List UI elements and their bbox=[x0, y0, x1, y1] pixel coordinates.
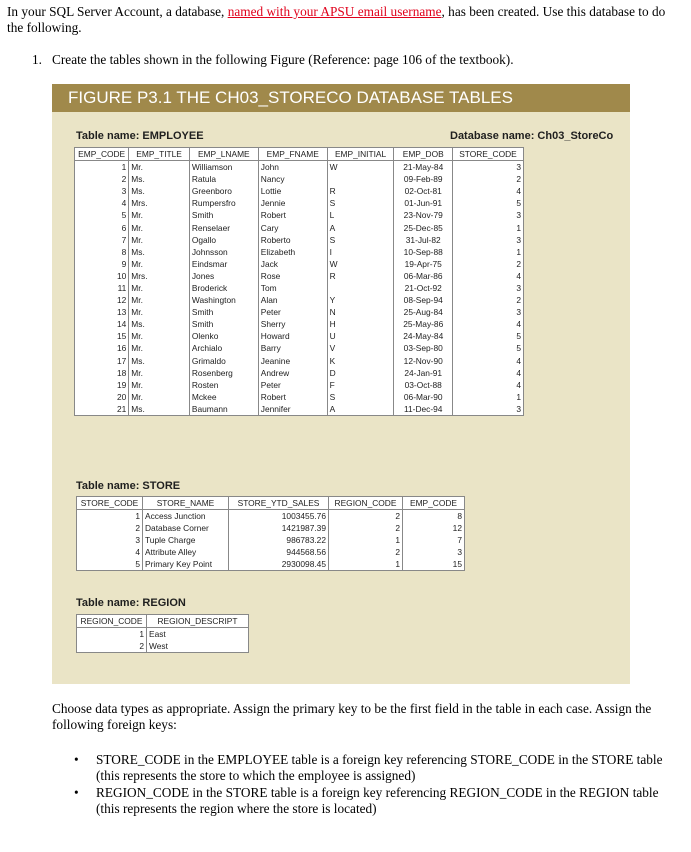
table-cell: 14 bbox=[75, 318, 129, 330]
table-cell: West bbox=[147, 640, 249, 653]
table-cell: Jeanine bbox=[258, 355, 327, 367]
table-cell: East bbox=[147, 628, 249, 641]
table-row bbox=[75, 197, 524, 209]
table-cell: 24-May-84 bbox=[394, 330, 452, 342]
table-cell: 2 bbox=[452, 173, 523, 185]
table-cell: 31-Jul-82 bbox=[394, 234, 452, 246]
store-table-name: Table name: STORE bbox=[76, 480, 181, 492]
employee-col-header: EMP_FNAME bbox=[258, 148, 327, 161]
table-cell: Elizabeth bbox=[258, 246, 327, 258]
table-cell: Ms. bbox=[129, 246, 190, 258]
table-cell: 16 bbox=[75, 342, 129, 354]
table-cell: Ms. bbox=[129, 403, 190, 416]
intro-paragraph bbox=[7, 4, 683, 36]
table-cell: Ratula bbox=[189, 173, 258, 185]
table-cell: 12-Nov-90 bbox=[394, 355, 452, 367]
instructions-paragraph: Choose data types as appropriate. Assign the primary key to be the first field in the table in each case. Assign the following foreign keys: bbox=[52, 701, 652, 732]
table-cell bbox=[327, 173, 394, 185]
table-cell: 15 bbox=[403, 558, 465, 571]
table-cell: Robert bbox=[258, 209, 327, 221]
table-cell: 1 bbox=[329, 534, 403, 546]
table-row bbox=[75, 173, 524, 185]
table-row bbox=[75, 403, 524, 416]
table-row bbox=[75, 318, 524, 330]
table-cell: 3 bbox=[452, 234, 523, 246]
table-cell: Mr. bbox=[129, 282, 190, 294]
table-cell: 1 bbox=[329, 558, 403, 571]
table-cell: Jennie bbox=[258, 197, 327, 209]
table-cell: Archialo bbox=[189, 342, 258, 354]
table-cell: Mr. bbox=[129, 391, 190, 403]
bullet-2-text: REGION_CODE in the STORE table is a foreign key referencing REGION_CODE in the REGION table (this represents the region where the store is located) bbox=[96, 785, 659, 816]
table-cell: Access Junction bbox=[143, 510, 229, 523]
table-cell: Alan bbox=[258, 294, 327, 306]
table-cell: Peter bbox=[258, 379, 327, 391]
database-name: Database name: Ch03_StoreCo bbox=[450, 130, 614, 142]
table-cell: R bbox=[327, 185, 394, 197]
table-cell: Robert bbox=[258, 391, 327, 403]
table-row bbox=[75, 342, 524, 354]
table-cell: W bbox=[327, 258, 394, 270]
table-cell: Jack bbox=[258, 258, 327, 270]
table-cell: 3 bbox=[452, 161, 523, 174]
table-cell: 10 bbox=[75, 270, 129, 282]
table-cell: A bbox=[327, 221, 394, 233]
table-cell: 3 bbox=[77, 534, 143, 546]
table-cell: 13 bbox=[75, 306, 129, 318]
table-cell: Peter bbox=[258, 306, 327, 318]
store-table bbox=[76, 496, 465, 571]
region-header-row bbox=[77, 615, 249, 628]
step-number: 1. bbox=[32, 52, 42, 67]
table-cell: 5 bbox=[452, 342, 523, 354]
region-col-header: REGION_DESCRIPT bbox=[147, 615, 249, 628]
table-cell: Mr. bbox=[129, 161, 190, 174]
table-cell: 7 bbox=[403, 534, 465, 546]
store-col-header: STORE_YTD_SALES bbox=[229, 497, 329, 510]
table-row bbox=[75, 330, 524, 342]
table-cell: Mr. bbox=[129, 294, 190, 306]
table-cell: Y bbox=[327, 294, 394, 306]
table-cell: 15 bbox=[75, 330, 129, 342]
table-cell: K bbox=[327, 355, 394, 367]
table-cell: Cary bbox=[258, 221, 327, 233]
table-cell: Nancy bbox=[258, 173, 327, 185]
store-col-header: REGION_CODE bbox=[329, 497, 403, 510]
table-cell: 9 bbox=[75, 258, 129, 270]
employee-col-header: EMP_CODE bbox=[75, 148, 129, 161]
table-cell: 18 bbox=[75, 367, 129, 379]
table-cell: 944568.56 bbox=[229, 546, 329, 558]
table-cell: R bbox=[327, 270, 394, 282]
table-cell: 1 bbox=[77, 510, 143, 523]
table-cell: Attribute Alley bbox=[143, 546, 229, 558]
table-cell: 4 bbox=[77, 546, 143, 558]
table-cell: 02-Oct-81 bbox=[394, 185, 452, 197]
table-cell: S bbox=[327, 197, 394, 209]
table-cell: A bbox=[327, 403, 394, 416]
table-cell: 4 bbox=[75, 197, 129, 209]
table-row bbox=[75, 306, 524, 318]
table-cell: U bbox=[327, 330, 394, 342]
table-row bbox=[75, 282, 524, 294]
table-cell: 21-Oct-92 bbox=[394, 282, 452, 294]
table-cell: 03-Oct-88 bbox=[394, 379, 452, 391]
table-cell: Jones bbox=[189, 270, 258, 282]
table-cell: Rosten bbox=[189, 379, 258, 391]
region-rows bbox=[77, 628, 249, 653]
table-cell: Rose bbox=[258, 270, 327, 282]
figure-panel bbox=[52, 84, 630, 684]
table-cell: 3 bbox=[452, 282, 523, 294]
table-row bbox=[75, 185, 524, 197]
table-cell: 06-Mar-90 bbox=[394, 391, 452, 403]
table-cell: Rumpersfro bbox=[189, 197, 258, 209]
table-cell: 4 bbox=[452, 318, 523, 330]
table-cell: 09-Feb-89 bbox=[394, 173, 452, 185]
table-row bbox=[75, 270, 524, 282]
table-cell: John bbox=[258, 161, 327, 174]
region-table-name: Table name: REGION bbox=[76, 597, 186, 609]
table-cell: Johnsson bbox=[189, 246, 258, 258]
username-highlight: named with your APSU email username bbox=[227, 4, 442, 19]
table-cell: 17 bbox=[75, 355, 129, 367]
table-cell: Ms. bbox=[129, 173, 190, 185]
table-row bbox=[77, 534, 465, 546]
table-cell: Olenko bbox=[189, 330, 258, 342]
intro-text-after: , has been created. Use this database to do the following. bbox=[7, 4, 666, 35]
table-cell: Andrew bbox=[258, 367, 327, 379]
table-cell: Mrs. bbox=[129, 197, 190, 209]
table-cell: S bbox=[327, 234, 394, 246]
table-cell: Mr. bbox=[129, 342, 190, 354]
table-cell: 2930098.45 bbox=[229, 558, 329, 571]
table-cell: Smith bbox=[189, 209, 258, 221]
store-col-header: STORE_NAME bbox=[143, 497, 229, 510]
table-cell: Primary Key Point bbox=[143, 558, 229, 571]
employee-col-header: EMP_LNAME bbox=[189, 148, 258, 161]
table-cell: 25-May-86 bbox=[394, 318, 452, 330]
table-cell: Broderick bbox=[189, 282, 258, 294]
table-cell: Mckee bbox=[189, 391, 258, 403]
table-cell: 12 bbox=[403, 522, 465, 534]
intro-text-before: In your SQL Server Account, a database, bbox=[7, 4, 228, 19]
table-cell: 5 bbox=[452, 197, 523, 209]
table-cell: 23-Nov-79 bbox=[394, 209, 452, 221]
table-row bbox=[77, 640, 249, 653]
table-cell: 3 bbox=[75, 185, 129, 197]
table-cell: W bbox=[327, 161, 394, 174]
table-cell: D bbox=[327, 367, 394, 379]
employee-col-header: EMP_TITLE bbox=[129, 148, 190, 161]
table-cell: 3 bbox=[452, 403, 523, 416]
table-cell: 5 bbox=[75, 209, 129, 221]
table-cell: 5 bbox=[77, 558, 143, 571]
table-row bbox=[75, 234, 524, 246]
table-cell: Rosenberg bbox=[189, 367, 258, 379]
table-cell: I bbox=[327, 246, 394, 258]
table-cell: 12 bbox=[75, 294, 129, 306]
table-cell: Baumann bbox=[189, 403, 258, 416]
table-cell: 1 bbox=[452, 221, 523, 233]
table-row bbox=[75, 391, 524, 403]
bullet-2-symbol: • bbox=[74, 785, 79, 800]
table-cell: 03-Sep-80 bbox=[394, 342, 452, 354]
table-cell: 3 bbox=[452, 306, 523, 318]
table-cell: Ms. bbox=[129, 355, 190, 367]
table-cell bbox=[327, 282, 394, 294]
table-cell: 2 bbox=[77, 640, 147, 653]
table-row bbox=[77, 510, 465, 523]
table-cell: Washington bbox=[189, 294, 258, 306]
table-row bbox=[77, 522, 465, 534]
bullet-1-symbol: • bbox=[74, 752, 79, 767]
store-header-row bbox=[77, 497, 465, 510]
table-cell: 21-May-84 bbox=[394, 161, 452, 174]
table-cell: 19 bbox=[75, 379, 129, 391]
table-cell: Mr. bbox=[129, 258, 190, 270]
table-cell: 1 bbox=[452, 246, 523, 258]
table-cell: Mr. bbox=[129, 234, 190, 246]
table-cell: 5 bbox=[452, 330, 523, 342]
employee-col-header: STORE_CODE bbox=[452, 148, 523, 161]
table-cell: 24-Jan-91 bbox=[394, 367, 452, 379]
table-cell: Jennifer bbox=[258, 403, 327, 416]
employee-col-header: EMP_DOB bbox=[394, 148, 452, 161]
table-cell: 01-Jun-91 bbox=[394, 197, 452, 209]
region-table bbox=[76, 614, 249, 653]
table-cell: L bbox=[327, 209, 394, 221]
employee-col-header: EMP_INITIAL bbox=[327, 148, 394, 161]
table-cell: Tom bbox=[258, 282, 327, 294]
table-cell: 25-Aug-84 bbox=[394, 306, 452, 318]
table-cell: Tuple Charge bbox=[143, 534, 229, 546]
table-cell: 6 bbox=[75, 221, 129, 233]
table-cell: 4 bbox=[452, 270, 523, 282]
table-cell: Mr. bbox=[129, 221, 190, 233]
table-cell: 2 bbox=[329, 546, 403, 558]
table-cell: F bbox=[327, 379, 394, 391]
table-cell: 3 bbox=[403, 546, 465, 558]
table-cell: Mr. bbox=[129, 379, 190, 391]
table-cell: 1421987.39 bbox=[229, 522, 329, 534]
table-cell: 2 bbox=[77, 522, 143, 534]
table-cell: 11-Dec-94 bbox=[394, 403, 452, 416]
table-cell: Eindsmar bbox=[189, 258, 258, 270]
table-cell: 4 bbox=[452, 367, 523, 379]
table-cell: 2 bbox=[75, 173, 129, 185]
store-rows bbox=[77, 510, 465, 571]
table-row bbox=[77, 558, 465, 571]
table-cell: Renselaer bbox=[189, 221, 258, 233]
table-cell: 06-Mar-86 bbox=[394, 270, 452, 282]
table-cell: Roberto bbox=[258, 234, 327, 246]
employee-table-name: Table name: EMPLOYEE bbox=[76, 130, 204, 142]
table-cell: Sherry bbox=[258, 318, 327, 330]
table-cell: Barry bbox=[258, 342, 327, 354]
employee-header-row bbox=[75, 148, 524, 161]
table-cell: Williamson bbox=[189, 161, 258, 174]
table-cell: 1 bbox=[452, 391, 523, 403]
table-cell: Smith bbox=[189, 318, 258, 330]
table-cell: S bbox=[327, 391, 394, 403]
table-cell: 1 bbox=[77, 628, 147, 641]
table-cell: 2 bbox=[329, 510, 403, 523]
table-cell: Greenboro bbox=[189, 185, 258, 197]
store-col-header: EMP_CODE bbox=[403, 497, 465, 510]
employee-table bbox=[74, 147, 524, 416]
table-cell: Ogallo bbox=[189, 234, 258, 246]
employee-rows bbox=[75, 161, 524, 416]
table-cell: 1003455.76 bbox=[229, 510, 329, 523]
table-cell: 4 bbox=[452, 379, 523, 391]
figure-title-bar bbox=[52, 84, 630, 112]
table-cell: Mr. bbox=[129, 306, 190, 318]
table-row bbox=[77, 628, 249, 641]
table-cell: 1 bbox=[75, 161, 129, 174]
table-cell: Mr. bbox=[129, 209, 190, 221]
table-cell: 25-Dec-85 bbox=[394, 221, 452, 233]
table-cell: 10-Sep-88 bbox=[394, 246, 452, 258]
table-cell: 4 bbox=[452, 185, 523, 197]
table-row bbox=[75, 355, 524, 367]
figure-title: FIGURE P3.1 THE CH03_STORECO DATABASE TABLES bbox=[68, 88, 513, 107]
bullet-1-text: STORE_CODE in the EMPLOYEE table is a foreign key referencing STORE_CODE in the STORE table (this represents the store to which the employee is assigned) bbox=[96, 752, 663, 783]
table-row bbox=[75, 246, 524, 258]
step-text: Create the tables shown in the following Figure (Reference: page 106 of the textbook). bbox=[52, 52, 514, 67]
table-cell: 20 bbox=[75, 391, 129, 403]
store-col-header: STORE_CODE bbox=[77, 497, 143, 510]
table-cell: Grimaldo bbox=[189, 355, 258, 367]
table-cell: V bbox=[327, 342, 394, 354]
table-cell: Mr. bbox=[129, 367, 190, 379]
table-cell: 7 bbox=[75, 234, 129, 246]
table-cell: 08-Sep-94 bbox=[394, 294, 452, 306]
table-cell: Database Corner bbox=[143, 522, 229, 534]
table-cell: Mr. bbox=[129, 330, 190, 342]
table-row bbox=[75, 294, 524, 306]
table-cell: Ms. bbox=[129, 185, 190, 197]
table-row bbox=[75, 221, 524, 233]
table-cell: 2 bbox=[329, 522, 403, 534]
table-row bbox=[77, 546, 465, 558]
table-cell: 3 bbox=[452, 209, 523, 221]
table-cell: N bbox=[327, 306, 394, 318]
table-cell: Ms. bbox=[129, 318, 190, 330]
table-cell: 19-Apr-75 bbox=[394, 258, 452, 270]
table-cell: Howard bbox=[258, 330, 327, 342]
table-row bbox=[75, 379, 524, 391]
table-cell: 8 bbox=[403, 510, 465, 523]
table-cell: 986783.22 bbox=[229, 534, 329, 546]
table-row bbox=[75, 367, 524, 379]
table-row bbox=[75, 161, 524, 174]
table-cell: 8 bbox=[75, 246, 129, 258]
table-cell: 21 bbox=[75, 403, 129, 416]
table-cell: 2 bbox=[452, 294, 523, 306]
table-row bbox=[75, 209, 524, 221]
table-cell: Lottie bbox=[258, 185, 327, 197]
table-cell: Smith bbox=[189, 306, 258, 318]
table-cell: 2 bbox=[452, 258, 523, 270]
region-col-header: REGION_CODE bbox=[77, 615, 147, 628]
table-row bbox=[75, 258, 524, 270]
table-cell: 4 bbox=[452, 355, 523, 367]
table-cell: Mrs. bbox=[129, 270, 190, 282]
table-cell: 11 bbox=[75, 282, 129, 294]
table-cell: H bbox=[327, 318, 394, 330]
